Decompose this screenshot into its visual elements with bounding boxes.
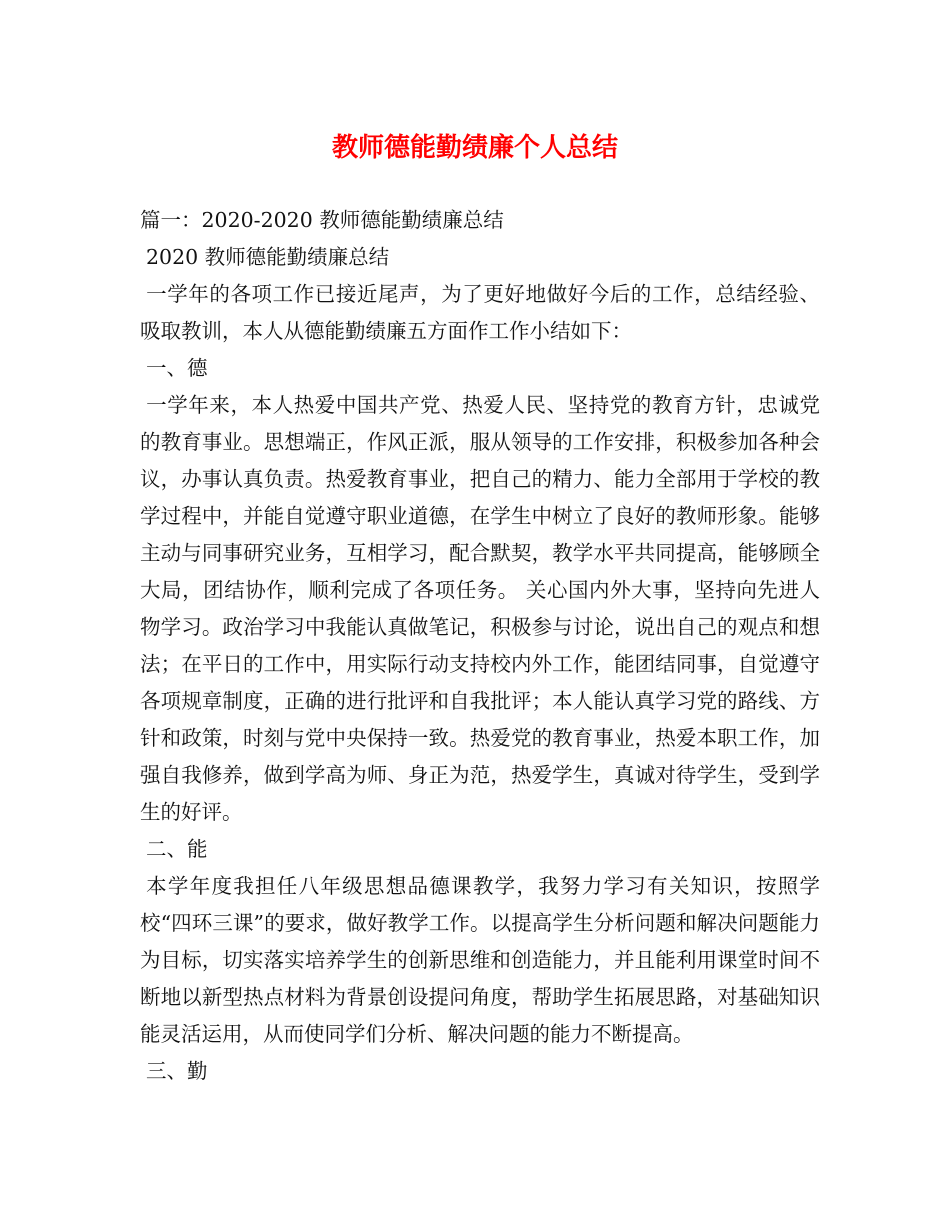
section-heading-neng: 二、能 [146,837,208,861]
section-paragraph-neng: 本学年度我担任八年级思想品德课教学，我努力学习有关知识，按照学校“四环三课”的要求，做好教学工作。以提高学生分析问题和解决问题能力为目标，切实落实培养学生的创新思维和创造能力，并且能利用课堂时间不断地以新型热点材料为背景创设提问角度，帮助学生拓展思路，对基础知识能灵活运用，从而使同学们分析、解决问题的能力不断提高。 [140,874,820,1046]
intro-paragraph: 一学年的各项工作已接近尾声，为了更好地做好今后的工作，总结经验、吸取教训，本人从德能勤绩廉五方面作工作小结如下： [140,282,820,343]
document-title: 教师德能勤绩廉个人总结 [331,133,618,163]
article-subheading: 2020 教师德能勤绩廉总结 [146,245,390,269]
section-paragraph-de: 一学年来，本人热爱中国共产党、热爱人民、坚持党的教育方针，忠诚党的教育事业。思想端正，作风正派，服从领导的工作安排，积极参加各种会议，办事认真负责。热爱教育事业，把自己的精力、能力全部用于学校的教学过程中，并能自觉遵守职业道德，在学生中树立了良好的教师形象。能够主动与同事研究业务，互相学习，配合默契，教学水平共同提高，能够顾全大局，团结协作，顺利完成了各项任务。 关心国内外大事，坚持向先进人物学习。政治学习中我能认真做笔记，积极参与讨论，说出自己的观点和想法；在平日的工作中，用实际行动支持校内外工作，能团结同事，自觉遵守各项规章制度，正确的进行批评和自我批评；本人能认真学习党的路线、方针和政策，时刻与党中央保持一致。热爱党的教育事业，热爱本职工作，加强自我修养，做到学高为师、身正为范，热爱学生，真诚对待学生，受到学生的好评。 [140,393,820,824]
section-heading-qin: 三、勤 [146,1059,208,1083]
article-heading: 篇一：2020-2020 教师德能勤绩廉总结 [140,208,504,232]
section-heading-de: 一、德 [146,356,208,380]
document-body [140,202,820,1090]
